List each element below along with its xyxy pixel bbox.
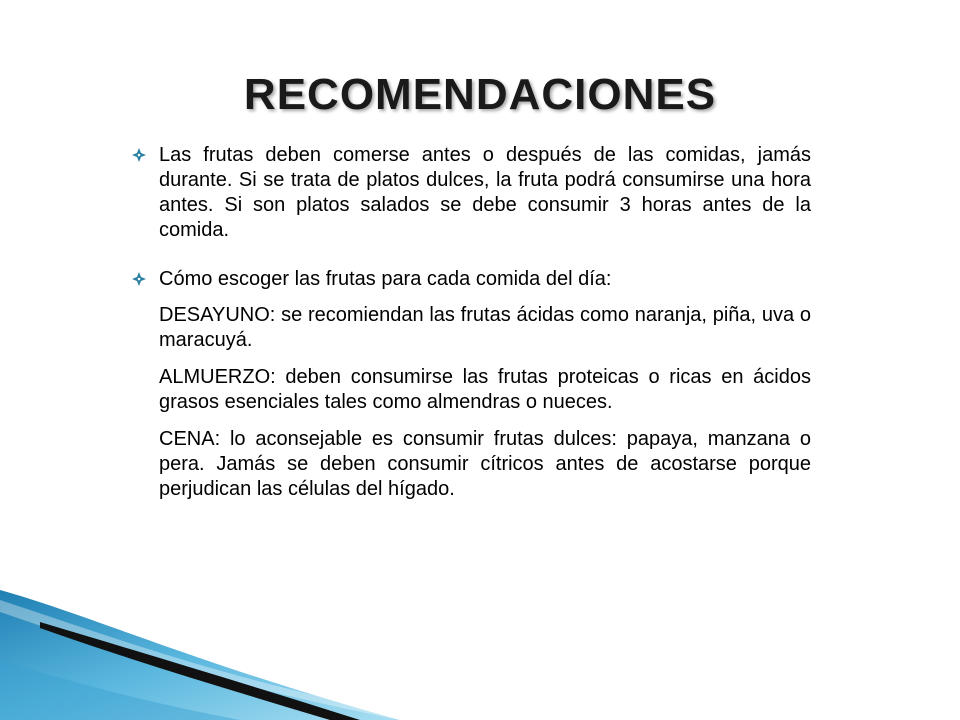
diamond-bullet-icon: [132, 148, 146, 162]
meal-dinner: CENA: lo aconsejable es consumir frutas dulces: papaya, manzana o pera. Jamás se deben consumir cítricos antes de acostarse porque perjudican las células del hígado.: [159, 428, 811, 500]
decorative-corner-swoosh: [0, 590, 400, 720]
slide-title: RECOMENDACIONES: [243, 70, 717, 119]
meal-breakfast: DESAYUNO: se recomiendan las frutas ácidas como naranja, piña, uva o maracuyá.: [159, 304, 811, 351]
meal-lunch: ALMUERZO: deben consumirse las frutas proteicas o ricas en ácidos grasos esenciales tales como almendras o nueces.: [159, 366, 811, 413]
slide-content: [129, 143, 811, 502]
bullet-text: Cómo escoger las frutas para cada comida del día:: [159, 268, 612, 290]
diamond-bullet-icon: [132, 272, 146, 286]
bullet-text: Las frutas deben comerse antes o después de las comidas, jamás durante. Si se trata de platos dulces, la fruta podrá consumirse una hora antes. Si son platos salados se debe consumir 3 horas antes de la comida.: [159, 144, 811, 241]
bullet-item: [129, 267, 811, 292]
bullet-item: [129, 143, 811, 243]
